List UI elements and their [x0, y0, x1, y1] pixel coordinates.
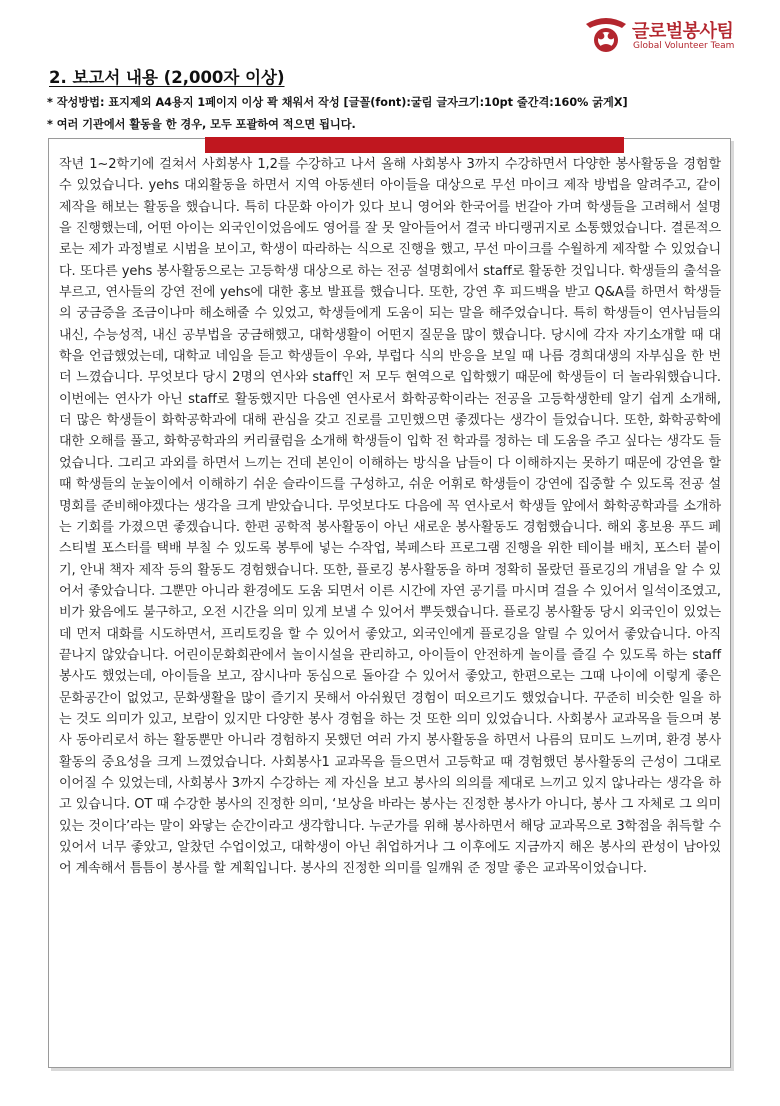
volunteer-team-emblem-icon	[584, 14, 628, 54]
section-heading: 2. 보고서 내용 (2,000자 이상)	[49, 68, 285, 87]
team-logo	[584, 14, 734, 54]
report-body-text: 작년 1~2학기에 걸쳐서 사회봉사 1,2를 수강하고 나서 올해 사회봉사 3까지 수강하면서 다양한 봉사활동을 경험할 수 있었습니다. yehs 대외활동을 하면서 지역 아동센터 아이들을 대상으로 무선 마이크 제작 방법을 알려주고, 같이 제작을 해보는 활동을 했습니다. 특히 다문화 아이가 있다 보니 영어와 한국어를 번갈아 가며 학생들을 고려해서 설명을 진행했는데, 어떤 아이는 외국인이었음에도 영어를 잘 못 알아들어서 결국 바디랭귀지로 소통했었습니다. 결론적으로는 제가 과정별로 시범을 보이고, 학생이 따라하는 식으로 진행을 했고, 무선 마이크를 수월하게 제작할 수 있었습니다. 또다른 yehs 봉사활동으로는 고등학생 대상으로 하는 전공 설명회에서 staff로 활동한 것입니다. 학생들의 출석을 부르고, 연사들의 강연 전에 yehs에 대한 홍보 발표를 했습니다. 또한, 강연 후 피드백을 받고 Q&A를 하면서 학생들의 궁금증을 조금이나마 해소해줄 수 있었고, 학생들에게 도움이 되는 말을 해주었습니다. 특히 학생들이 연사님들의 내신, 수능성적, 내신 공부법을 궁금해했고, 대학생활이 어떤지 질문을 많이 했습니다. 당시에 각자 자기소개할 때 대학을 언급했었는데, 대학교 네임을 듣고 학생들이 우와, 부럽다 식의 반응을 보일 때 나름 경희대생의 자부심을 한 번 더 느꼈습니다. 무엇보다 당시 2명의 연사와 staff인 저 모두 현역으로 입학했기 때문에 학생들이 더 놀라워했습니다. 이번에는 연사가 아닌 staff로 활동했지만 다음엔 연사로서 화학공학이라는 전공을 고등학생한테 알기 쉽게 소개해, 더 많은 학생들이 화학공학과에 대해 관심을 갖고 진로를 고민했으면 좋겠다는 생각이 들었습니다. 또한, 화학공학에 대한 오해를 풀고, 화학공학과의 커리큘럼을 소개해 학생들이 입학 전 학과를 정하는 데 도움을 주고 싶다는 생각도 들었습니다. 그리고 과외를 하면서 느끼는 건데 본인이 이해하는 방식을 남들이 다 이해하지는 못하기 때문에 강연을 할 때 학생들의 눈높이에서 이해하기 쉬운 슬라이드를 구성하고, 쉬운 어휘로 학생들이 강연에 집중할 수 있도록 전공 설명회를 준비해야겠다는 생각을 크게 받았습니다. 무엇보다도 다음에 꼭 연사로서 학생들 앞에서 화학공학과를 소개하는 기회를 가졌으면 좋겠습니다. 한편 공학적 봉사활동이 아닌 새로운 봉사활동도 경험했습니다. 해외 홍보용 푸드 페스티벌 포스터를 택배 부칠 수 있도록 봉투에 넣는 수작업, 북페스타 프로그램 진행을 위한 테이블 배치, 포스터 붙이기, 안내 책자 제작 등의 활동도 경험했습니다. 또한, 플로깅 봉사활동을 하며 정확히 몰랐던 플로깅의 개념을 알 수 있어서 좋았습니다. 그뿐만 아니라 환경에도 도움 되면서 이른 시간에 자연 공기를 마시며 걸을 수 있어서 일석이조였고, 비가 왔음에도 불구하고, 오전 시간을 의미 있게 보낼 수 있어서 뿌듯했습니다. 플로깅 봉사활동 당시 외국인이 있었는데 먼저 대화를 시도하면서, 프리토킹을 할 수 있어서 좋았고, 외국인에게 플로깅을 알릴 수 있어서 좋았습니다. 아직 끝나지 않았습니다. 어린이문화회관에서 놀이시설을 관리하고, 아이들이 안전하게 놀이를 즐길 수 있도록 하는 staff 봉사도 했었는데, 아이들을 보고, 잠시나마 동심으로 돌아갈 수 있어서 좋았고, 한편으로는 그때 나이에 이렇게 좋은 문화공간이 없었고, 문화생활을 많이 즐기지 못해서 아쉬웠던 경험이 떠오르기도 했었습니다. 꾸준히 비슷한 일을 하는 것도 의미가 있고, 보람이 있지만 다양한 봉사 경험을 하는 것 또한 의미 있었습니다. 사회봉사 교과목을 들으며 봉사 동아리로서 하는 활동뿐만 아니라 경험하지 못했던 여러 가지 봉사활동을 하면서 나름의 묘미도 느끼며, 환경 봉사활동의 중요성을 크게 느꼈었습니다. 사회봉사1 교과목을 들으면서 고등학교 때 경험했던 봉사활동의 근성이 그대로 이어질 수 있었는데, 사회봉사 3까지 수강하는 제 자신을 보고 봉사의 의의를 제대로 느끼고 있지 않나라는 생각을 하고 있습니다. OT 때 수강한 봉사의 진정한 의미, ‘보상을 바라는 봉사는 진정한 봉사가 아니다, 봉사 그 자체로 그 의미 있는 것이다’라는 말이 와닿는 순간이라고 생각합니다. 누군가를 위해 봉사하면서 해당 교과목으로 3학점을 취득할 수 있어서 너무 좋았고, 알찼던 수업이었고, 대학생이 아닌 취업하거나 그 이후에도 지금까지 해온 봉사의 관성이 남아있어 계속해서 틈틈이 봉사를 할 계획입니다. 봉사의 진정한 의미를 일깨워 준 정말 좋은 교과목이었습니다.	[59, 157, 721, 877]
logo-name-english: Global Volunteer Team	[633, 41, 735, 51]
logo-name-korean: 글로벌봉사팀	[632, 21, 734, 42]
writing-instruction-note: * 작성방법: 표지제외 A4용지 1페이지 이상 꽉 채워서 작성 [글꼴(font):굴림 글자크기:10pt 줄간격:160% 굵게X]	[47, 96, 628, 109]
multiple-institutions-note: * 여러 기관에서 활동을 한 경우, 모두 포괄하여 적으면 됩니다.	[47, 118, 356, 131]
decorative-red-bar	[205, 137, 624, 153]
